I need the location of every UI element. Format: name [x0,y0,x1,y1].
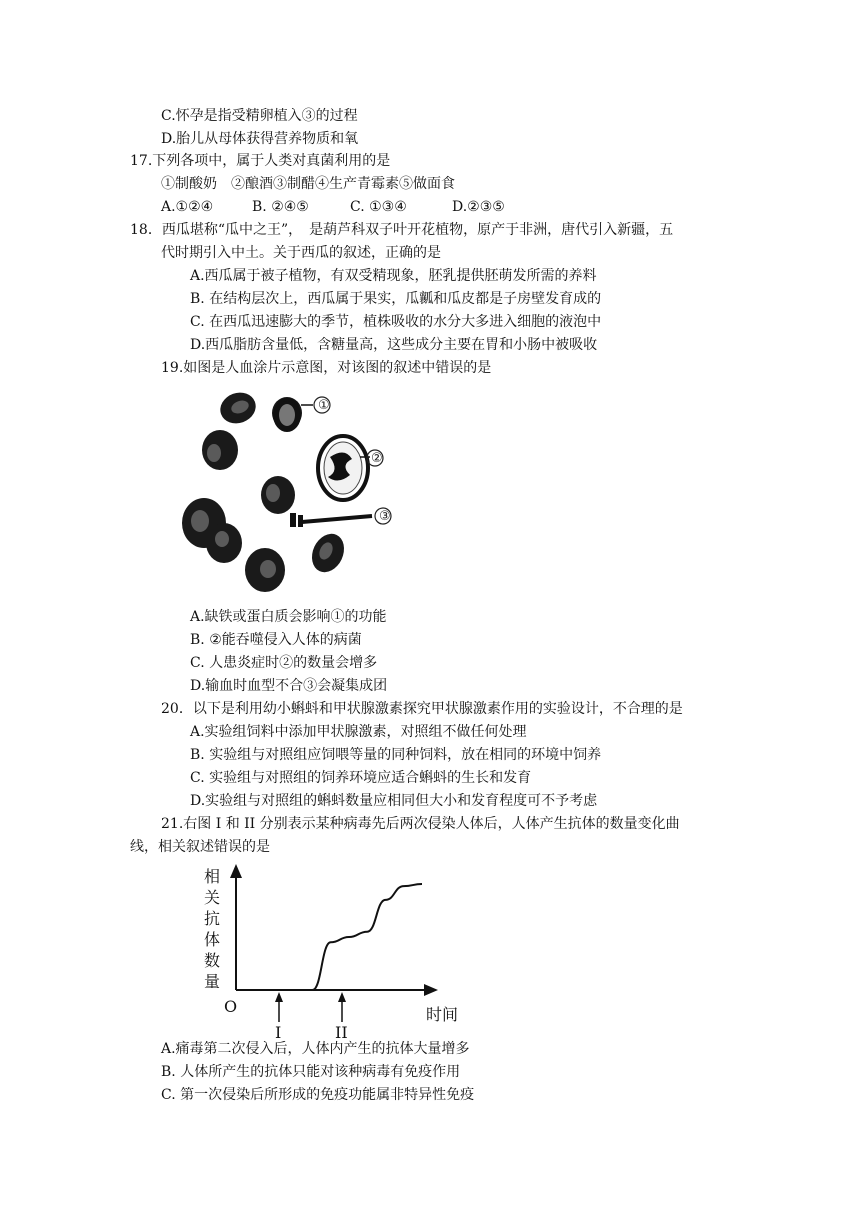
figure-label-1: ① [318,398,330,413]
q19-stem: 19.如图是人血涂片示意图，对该图的叙述中错误的是 [161,360,492,376]
q21-option-a: A.痛毒第二次侵入后，人体内产生的抗体大量增多 [161,1041,470,1057]
x-axis-arrow [424,984,438,996]
marker-i-label: I [275,1023,282,1042]
q17-option-d: D.②③⑤ [452,199,505,215]
q18-option-c: C. 在西瓜迅速膨大的季节，植株吸收的水分大多进入细胞的液泡中 [190,314,602,330]
white-blood-cell-2 [318,436,370,500]
y-axis-arrow [230,864,242,878]
y-axis-label-char: 体 [204,930,221,949]
x-axis-label: 时间 [426,1005,459,1024]
q21-stem-line1: 21.右图 I 和 II 分别表示某种病毒先后两次侵染人体后，人体产生抗体的数量变化曲 [161,816,680,832]
q18-option-d: D.西瓜脂肪含量低，含糖量高，这些成分主要在胃和小肠中被吸收 [190,337,598,353]
q17-option-b: B. ②④⑤ [252,199,309,215]
q18-stem-line1: 18．西瓜堪称“瓜中之王”， 是葫芦科双子叶开花植物，原产于非洲，唐代引入新疆，五 [130,222,674,238]
q20-option-b: B. 实验组与对照组应饲喂等量的同种饲料，放在相同的环境中饲养 [190,747,602,763]
figure-label-2: ② [371,451,383,466]
y-axis-label [204,867,220,991]
q19-option-d: D.输血时血型不合③会凝集成团 [190,678,388,694]
q20-stem: 20．以下是利用幼小蝌蚪和甲状腺激素探究甲状腺激素作用的实验设计，不合理的是 [161,701,683,717]
q19-option-a: A.缺铁或蛋白质会影响①的功能 [190,609,387,625]
q17-option-a: A.①②④ [161,199,214,215]
antibody-chart [190,862,480,1042]
platelet-3 [290,513,372,527]
y-axis-label-char: 关 [204,888,221,907]
antibody-curve [313,884,423,990]
q16-option-c: C.怀孕是指受精卵植入③的过程 [161,108,358,124]
q21-option-c: C. 第一次侵染后所形成的免疫功能属非特异性免疫 [161,1087,475,1103]
origin-label: O [224,997,238,1016]
cell-1 [273,398,313,432]
blood-smear-figure [170,385,400,600]
q17-stem: 17.下列各项中，属于人类对真菌利用的是 [130,153,391,169]
y-axis-label-char: 数 [204,951,221,970]
q19-option-c: C. 人患炎症时②的数量会增多 [190,655,378,671]
y-axis-label-char: 量 [204,972,221,991]
marker-ii-arrowhead [338,992,346,1002]
q20-option-c: C. 实验组与对照组的饲养环境应适合蝌蚪的生长和发育 [190,770,532,786]
q18-option-b: B. 在结构层次上，西瓜属于果实，瓜瓤和瓜皮都是子房壁发育成的 [190,291,602,307]
y-axis-label-char: 相 [204,867,221,886]
q18-stem-line2: 代时期引入中土。关于西瓜的叙述，正确的是 [161,245,441,261]
q21-stem-line2: 线，相关叙述错误的是 [130,839,270,855]
q19-option-b: B. ②能吞噬侵入人体的病菌 [190,632,362,648]
q18-option-a: A.西瓜属于被子植物，有双受精现象，胚乳提供胚萌发所需的养料 [190,268,597,284]
q20-option-a: A.实验组饲料中添加甲状腺激素，对照组不做任何处理 [190,724,527,740]
q17-items: ①制酸奶 ②酿酒③制醋④生产青霉素⑤做面食 [161,176,455,192]
marker-i-arrowhead [275,992,283,1002]
marker-ii-label: II [335,1023,348,1042]
q17-option-c: C. ①③④ [350,199,407,215]
y-axis-label-char: 抗 [204,909,221,928]
q16-option-d: D.胎儿从母体获得营养物质和氧 [161,131,359,147]
q20-option-d: D.实验组与对照组的蝌蚪数量应相同但大小和发育程度可不予考虑 [190,793,598,809]
figure-label-3: ③ [379,509,391,524]
q21-option-b: B. 人体所产生的抗体只能对该种病毒有免疫作用 [161,1064,461,1080]
